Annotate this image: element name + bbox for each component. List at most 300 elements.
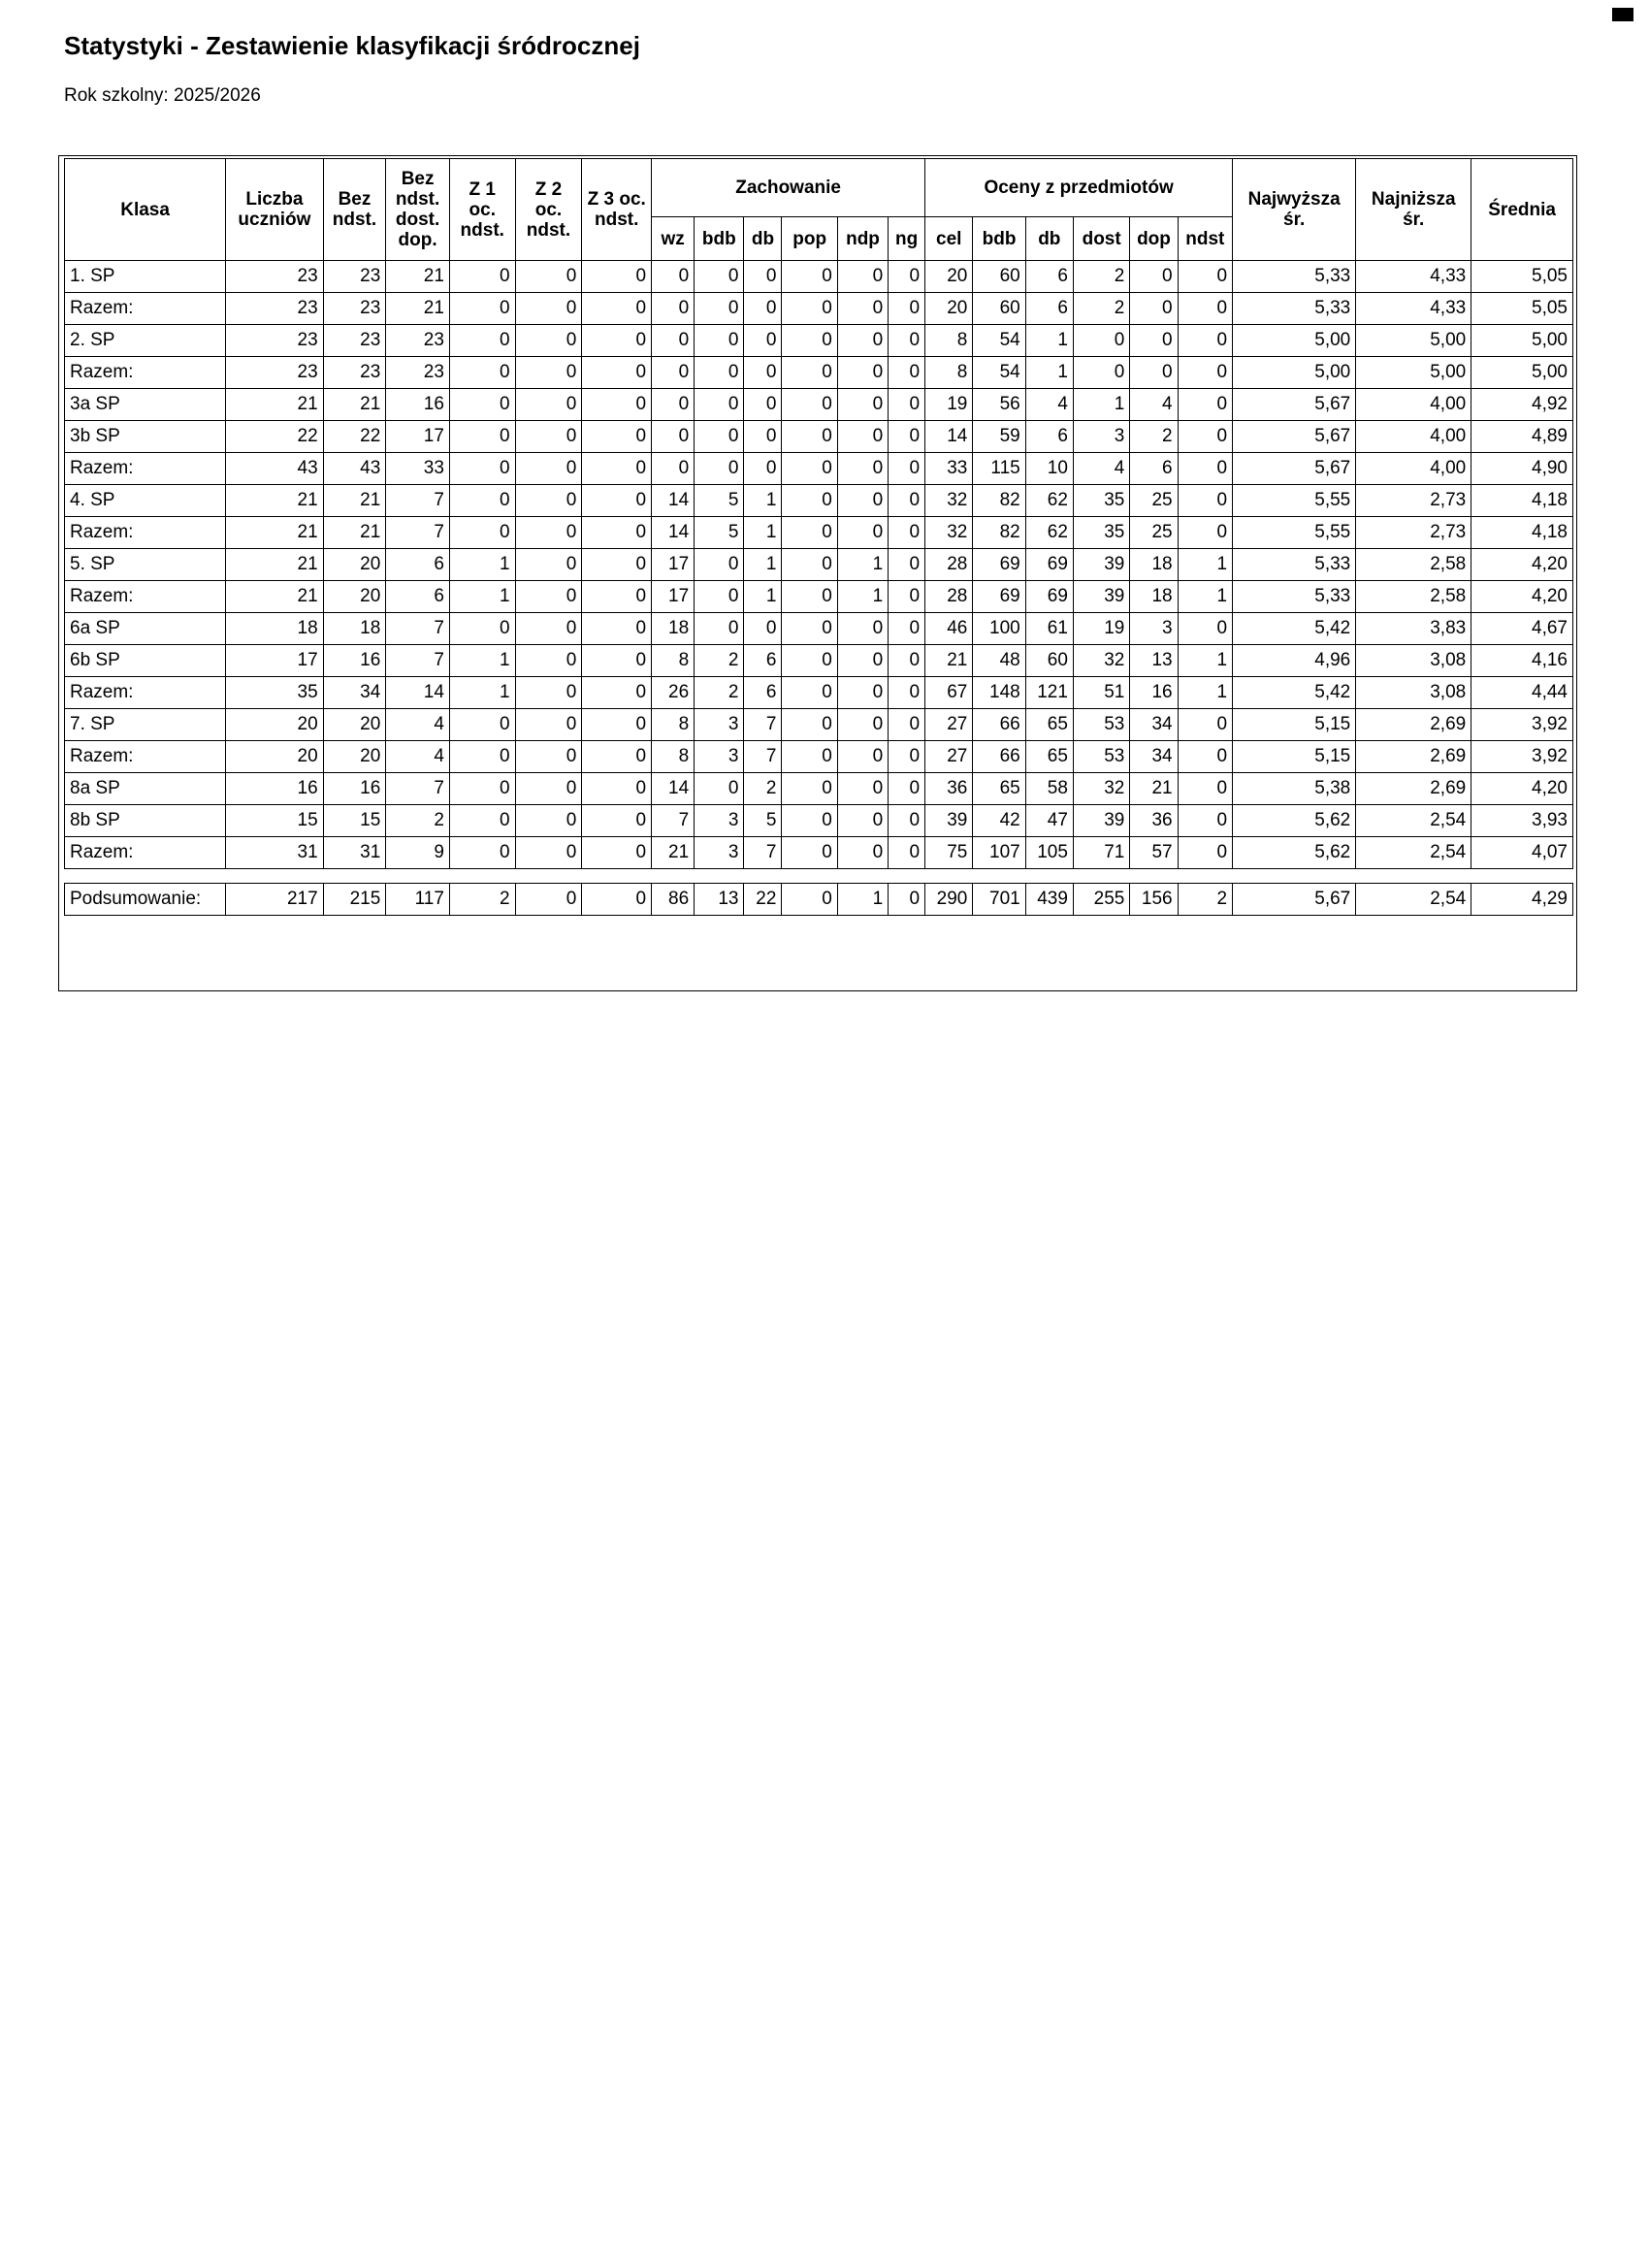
cell-value: 1	[449, 581, 515, 613]
cell-value: 20	[226, 709, 324, 741]
cell-value: 3,92	[1471, 741, 1573, 773]
cell-value: 0	[449, 421, 515, 453]
cell-value: 60	[973, 293, 1025, 325]
cell-value: 6	[744, 677, 782, 709]
cell-klasa: 1. SP	[65, 261, 226, 293]
cell-value: 0	[449, 261, 515, 293]
cell-value: 7	[652, 805, 695, 837]
cell-value: 47	[1025, 805, 1073, 837]
cell-value: 33	[925, 453, 973, 485]
cell-value: 0	[782, 357, 837, 389]
cell-value: 3	[695, 741, 744, 773]
cell-value: 0	[652, 325, 695, 357]
cell-value: 2,54	[1356, 837, 1471, 869]
cell-value: 17	[652, 549, 695, 581]
cell-value: 75	[925, 837, 973, 869]
cell-value: 0	[515, 613, 582, 645]
cell-value: 21	[323, 517, 386, 549]
cell-value: 0	[515, 261, 582, 293]
cell-value: 2	[1130, 421, 1178, 453]
cell-value: 56	[973, 389, 1025, 421]
cell-value: 14	[386, 677, 450, 709]
cell-value: 3,93	[1471, 805, 1573, 837]
cell-value: 20	[226, 741, 324, 773]
cell-value: 35	[226, 677, 324, 709]
page-title: Statystyki - Zestawienie klasyfikacji śródrocznej	[64, 31, 640, 60]
cell-value: 0	[1178, 389, 1232, 421]
cell-value: 0	[782, 485, 837, 517]
cell-value: 2,73	[1356, 485, 1471, 517]
cell-value: 0	[889, 741, 925, 773]
cell-value: 0	[449, 325, 515, 357]
cell-value: 0	[695, 453, 744, 485]
cell-value: 21	[226, 517, 324, 549]
cell-value: 60	[1025, 645, 1073, 677]
cell-value: 2	[695, 677, 744, 709]
cell-value: 3	[695, 709, 744, 741]
cell-value: 0	[515, 421, 582, 453]
cell-value: 1	[1073, 389, 1129, 421]
cell-value: 0	[515, 805, 582, 837]
cell-value: 0	[515, 709, 582, 741]
cell-value: 0	[1178, 709, 1232, 741]
cell-value: 21	[226, 581, 324, 613]
cell-value: 2	[744, 773, 782, 805]
cell-value: 4,07	[1471, 837, 1573, 869]
cell-value: 0	[782, 421, 837, 453]
cell-value: 107	[973, 837, 1025, 869]
cell-value: 115	[973, 453, 1025, 485]
cell-value: 0	[695, 581, 744, 613]
cell-value: 2,58	[1356, 549, 1471, 581]
cell-value: 2	[449, 884, 515, 916]
cell-value: 0	[695, 261, 744, 293]
cell-value: 23	[323, 325, 386, 357]
header-oceny-ndst: ndst	[1178, 217, 1232, 261]
cell-value: 34	[1130, 709, 1178, 741]
cell-value: 0	[837, 645, 888, 677]
table-row	[65, 517, 1573, 549]
cell-value: 0	[582, 645, 652, 677]
cell-value: 1	[1178, 645, 1232, 677]
cell-value: 7	[386, 645, 450, 677]
cell-value: 0	[515, 485, 582, 517]
cell-value: 20	[323, 549, 386, 581]
cell-value: 33	[386, 453, 450, 485]
cell-value: 69	[973, 581, 1025, 613]
cell-value: 2	[386, 805, 450, 837]
cell-value: 7	[386, 485, 450, 517]
cell-value: 19	[1073, 613, 1129, 645]
cell-klasa: 7. SP	[65, 709, 226, 741]
cell-value: 43	[323, 453, 386, 485]
cell-value: 148	[973, 677, 1025, 709]
cell-value: 5,15	[1233, 741, 1356, 773]
cell-value: 5,67	[1233, 453, 1356, 485]
cell-value: 5,55	[1233, 517, 1356, 549]
header-zach-ng: ng	[889, 217, 925, 261]
cell-value: 15	[226, 805, 324, 837]
cell-value: 0	[782, 884, 837, 916]
cell-value: 6	[744, 645, 782, 677]
cell-value: 0	[837, 709, 888, 741]
cell-value: 7	[386, 773, 450, 805]
cell-value: 4,00	[1356, 389, 1471, 421]
cell-value: 0	[889, 581, 925, 613]
cell-value: 22	[226, 421, 324, 453]
cell-klasa: 3b SP	[65, 421, 226, 453]
cell-value: 39	[1073, 581, 1129, 613]
cell-value: 9	[386, 837, 450, 869]
cell-value: 0	[582, 357, 652, 389]
cell-value: 16	[1130, 677, 1178, 709]
cell-value: 4,20	[1471, 773, 1573, 805]
cell-value: 0	[582, 709, 652, 741]
scan-mark	[1612, 8, 1633, 21]
cell-value: 10	[1025, 453, 1073, 485]
cell-klasa: 6b SP	[65, 645, 226, 677]
header-srednia: Średnia	[1471, 159, 1573, 261]
cell-value: 28	[925, 581, 973, 613]
cell-value: 5,33	[1233, 549, 1356, 581]
cell-value: 0	[652, 453, 695, 485]
table-row	[65, 389, 1573, 421]
cell-value: 8	[652, 645, 695, 677]
cell-value: 2	[1073, 293, 1129, 325]
school-year: Rok szkolny: 2025/2026	[64, 85, 261, 106]
cell-value: 1	[449, 645, 515, 677]
cell-value: 3,83	[1356, 613, 1471, 645]
cell-value: 23	[226, 325, 324, 357]
cell-value: 67	[925, 677, 973, 709]
cell-value: 42	[973, 805, 1025, 837]
cell-value: 0	[1178, 293, 1232, 325]
cell-value: 2,54	[1356, 884, 1471, 916]
cell-value: 5,05	[1471, 261, 1573, 293]
cell-value: 31	[323, 837, 386, 869]
cell-value: 16	[323, 645, 386, 677]
cell-value: 14	[652, 517, 695, 549]
cell-value: 7	[744, 709, 782, 741]
cell-value: 4,00	[1356, 453, 1471, 485]
cell-value: 7	[744, 741, 782, 773]
header-zach-wz: wz	[652, 217, 695, 261]
cell-value: 5	[695, 517, 744, 549]
cell-value: 0	[782, 453, 837, 485]
cell-klasa: Razem:	[65, 357, 226, 389]
cell-value: 0	[1073, 325, 1129, 357]
header-najwyzsza: Najwyższa śr.	[1233, 159, 1356, 261]
cell-value: 2,58	[1356, 581, 1471, 613]
cell-value: 0	[515, 581, 582, 613]
cell-value: 4,29	[1471, 884, 1573, 916]
table-row	[65, 805, 1573, 837]
cell-value: 6	[1130, 453, 1178, 485]
cell-value: 0	[582, 805, 652, 837]
cell-value: 0	[652, 389, 695, 421]
cell-value: 0	[515, 517, 582, 549]
cell-value: 31	[226, 837, 324, 869]
cell-value: 60	[973, 261, 1025, 293]
table-row	[65, 613, 1573, 645]
cell-value: 0	[782, 517, 837, 549]
cell-value: 0	[889, 549, 925, 581]
cell-value: 65	[1025, 709, 1073, 741]
cell-value: 0	[889, 645, 925, 677]
cell-value: 0	[582, 581, 652, 613]
cell-value: 21	[226, 485, 324, 517]
cell-value: 1	[837, 549, 888, 581]
cell-value: 48	[973, 645, 1025, 677]
cell-value: 0	[889, 677, 925, 709]
cell-value: 4,18	[1471, 485, 1573, 517]
cell-value: 0	[582, 517, 652, 549]
cell-value: 6	[1025, 421, 1073, 453]
cell-value: 25	[1130, 485, 1178, 517]
cell-value: 3	[1130, 613, 1178, 645]
cell-klasa: Razem:	[65, 453, 226, 485]
header-oceny-dop: dop	[1130, 217, 1178, 261]
cell-value: 255	[1073, 884, 1129, 916]
cell-value: 0	[837, 613, 888, 645]
cell-value: 5,42	[1233, 613, 1356, 645]
cell-value: 26	[652, 677, 695, 709]
cell-value: 1	[837, 884, 888, 916]
separator-row	[65, 869, 1573, 884]
cell-value: 13	[695, 884, 744, 916]
cell-value: 0	[582, 549, 652, 581]
table-row	[65, 549, 1573, 581]
cell-klasa: 8a SP	[65, 773, 226, 805]
cell-value: 18	[652, 613, 695, 645]
cell-value: 3,08	[1356, 677, 1471, 709]
cell-value: 0	[744, 389, 782, 421]
cell-value: 28	[925, 549, 973, 581]
cell-value: 0	[837, 453, 888, 485]
cell-value: 5,38	[1233, 773, 1356, 805]
cell-value: 0	[582, 837, 652, 869]
cell-value: 8	[652, 741, 695, 773]
cell-value: 4,90	[1471, 453, 1573, 485]
cell-value: 23	[323, 357, 386, 389]
cell-value: 3	[1073, 421, 1129, 453]
cell-value: 4,92	[1471, 389, 1573, 421]
cell-value: 2,69	[1356, 741, 1471, 773]
cell-value: 439	[1025, 884, 1073, 916]
cell-value: 39	[925, 805, 973, 837]
cell-value: 5,00	[1471, 325, 1573, 357]
header-z1: Z 1 oc. ndst.	[449, 159, 515, 261]
cell-value: 105	[1025, 837, 1073, 869]
cell-value: 0	[782, 613, 837, 645]
cell-value: 121	[1025, 677, 1073, 709]
cell-value: 20	[323, 741, 386, 773]
cell-value: 0	[889, 613, 925, 645]
cell-value: 16	[323, 773, 386, 805]
cell-value: 3,92	[1471, 709, 1573, 741]
cell-value: 62	[1025, 485, 1073, 517]
cell-value: 17	[226, 645, 324, 677]
cell-value: 0	[837, 357, 888, 389]
table-row	[65, 421, 1573, 453]
cell-value: 4	[386, 709, 450, 741]
table-row	[65, 645, 1573, 677]
cell-klasa: Razem:	[65, 581, 226, 613]
cell-value: 21	[652, 837, 695, 869]
cell-value: 23	[323, 293, 386, 325]
cell-value: 4,16	[1471, 645, 1573, 677]
cell-value: 0	[837, 517, 888, 549]
cell-value: 82	[973, 485, 1025, 517]
cell-value: 66	[973, 709, 1025, 741]
cell-value: 82	[973, 517, 1025, 549]
cell-value: 0	[1178, 837, 1232, 869]
cell-value: 0	[1178, 421, 1232, 453]
cell-value: 23	[323, 261, 386, 293]
table-row	[65, 485, 1573, 517]
cell-value: 0	[889, 517, 925, 549]
cell-value: 0	[449, 485, 515, 517]
cell-value: 0	[582, 485, 652, 517]
cell-value: 3	[695, 837, 744, 869]
cell-value: 5,67	[1233, 389, 1356, 421]
cell-value: 0	[1178, 741, 1232, 773]
cell-value: 86	[652, 884, 695, 916]
cell-value: 32	[925, 485, 973, 517]
cell-value: 0	[449, 293, 515, 325]
header-bez-ndst: Bez ndst.	[323, 159, 386, 261]
cell-value: 2	[1178, 884, 1232, 916]
cell-value: 4,20	[1471, 581, 1573, 613]
cell-value: 4	[1073, 453, 1129, 485]
cell-value: 0	[695, 293, 744, 325]
cell-value: 0	[515, 357, 582, 389]
cell-value: 0	[889, 261, 925, 293]
cell-value: 0	[1073, 357, 1129, 389]
cell-klasa: Razem:	[65, 677, 226, 709]
table-body	[65, 261, 1573, 916]
cell-value: 0	[695, 389, 744, 421]
cell-value: 0	[1178, 485, 1232, 517]
cell-value: 0	[449, 357, 515, 389]
cell-value: 8	[925, 357, 973, 389]
table-row	[65, 453, 1573, 485]
cell-value: 0	[1130, 261, 1178, 293]
cell-value: 0	[1178, 805, 1232, 837]
cell-value: 0	[1178, 357, 1232, 389]
cell-value: 1	[744, 581, 782, 613]
cell-value: 23	[226, 293, 324, 325]
cell-value: 0	[449, 805, 515, 837]
cell-value: 0	[449, 837, 515, 869]
cell-klasa: 4. SP	[65, 485, 226, 517]
cell-value: 8	[925, 325, 973, 357]
classification-table	[64, 158, 1573, 916]
cell-value: 0	[744, 293, 782, 325]
cell-value: 0	[837, 261, 888, 293]
cell-value: 217	[226, 884, 324, 916]
cell-value: 0	[695, 325, 744, 357]
cell-value: 0	[582, 453, 652, 485]
cell-value: 57	[1130, 837, 1178, 869]
cell-value: 5,62	[1233, 805, 1356, 837]
cell-value: 0	[889, 357, 925, 389]
cell-value: 20	[323, 581, 386, 613]
cell-value: 0	[889, 837, 925, 869]
cell-value: 3,08	[1356, 645, 1471, 677]
header-zach-bdb: bdb	[695, 217, 744, 261]
cell-value: 7	[386, 613, 450, 645]
header-liczba-uczniow: Liczba uczniów	[226, 159, 324, 261]
cell-value: 6	[386, 581, 450, 613]
cell-value: 4,89	[1471, 421, 1573, 453]
cell-value: 5,05	[1471, 293, 1573, 325]
header-oceny: Oceny z przedmiotów	[925, 159, 1233, 217]
cell-value: 0	[449, 773, 515, 805]
cell-value: 35	[1073, 517, 1129, 549]
cell-value: 23	[226, 357, 324, 389]
cell-value: 5,00	[1471, 357, 1573, 389]
cell-value: 27	[925, 709, 973, 741]
table-row	[65, 741, 1573, 773]
cell-klasa: Razem:	[65, 293, 226, 325]
cell-value: 59	[973, 421, 1025, 453]
cell-value: 0	[782, 325, 837, 357]
cell-value: 4,33	[1356, 261, 1471, 293]
cell-value: 0	[652, 357, 695, 389]
cell-value: 66	[973, 741, 1025, 773]
cell-value: 5	[744, 805, 782, 837]
cell-value: 21	[925, 645, 973, 677]
header-zach-db: db	[744, 217, 782, 261]
cell-value: 5,00	[1356, 357, 1471, 389]
cell-value: 1	[1025, 357, 1073, 389]
cell-value: 65	[1025, 741, 1073, 773]
cell-value: 8	[652, 709, 695, 741]
cell-value: 0	[449, 517, 515, 549]
header-oceny-bdb: bdb	[973, 217, 1025, 261]
cell-value: 290	[925, 884, 973, 916]
cell-value: 0	[889, 453, 925, 485]
cell-value: 1	[1178, 677, 1232, 709]
cell-value: 0	[695, 549, 744, 581]
cell-value: 5,67	[1233, 421, 1356, 453]
cell-klasa: Razem:	[65, 517, 226, 549]
cell-value: 18	[226, 613, 324, 645]
cell-value: 0	[1178, 517, 1232, 549]
cell-value: 4,44	[1471, 677, 1573, 709]
header-zach-ndp: ndp	[837, 217, 888, 261]
cell-value: 69	[1025, 549, 1073, 581]
cell-value: 0	[889, 709, 925, 741]
cell-value: 1	[449, 549, 515, 581]
cell-klasa: 8b SP	[65, 805, 226, 837]
table-row	[65, 325, 1573, 357]
table-row	[65, 357, 1573, 389]
cell-value: 117	[386, 884, 450, 916]
cell-value: 58	[1025, 773, 1073, 805]
cell-value: 215	[323, 884, 386, 916]
cell-klasa: Podsumowanie:	[65, 884, 226, 916]
cell-value: 0	[837, 421, 888, 453]
cell-value: 2,54	[1356, 805, 1471, 837]
cell-value: 0	[1130, 325, 1178, 357]
cell-value: 32	[1073, 645, 1129, 677]
cell-value: 21	[226, 549, 324, 581]
cell-value: 21	[323, 389, 386, 421]
cell-value: 21	[226, 389, 324, 421]
header-najnizsza: Najniższa śr.	[1356, 159, 1471, 261]
